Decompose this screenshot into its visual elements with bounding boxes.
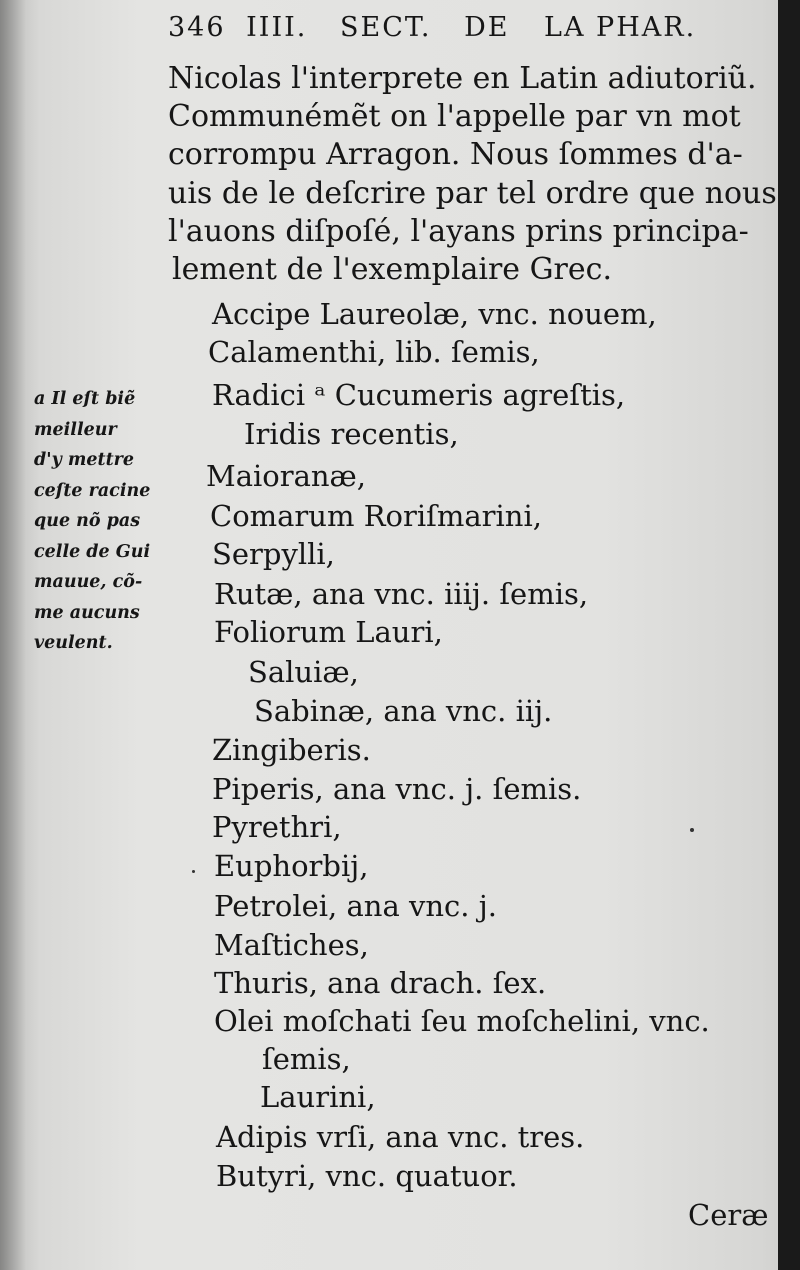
recipe-item: Serpylli, [212, 537, 335, 571]
ink-speck [690, 828, 694, 832]
paragraph-line: l'auons diſpoſé, l'ayans prins principa- [168, 213, 749, 249]
paragraph-line: Communémẽt on l'appelle par vn mot [168, 99, 741, 135]
recipe-item: Saluiæ, [248, 655, 359, 689]
margin-note-line: mauue, cõ- [34, 572, 143, 592]
recipe-item: Adipis vrſi, ana vnc. tres. [216, 1120, 585, 1154]
paragraph-line: corrompu Arragon. Nous ſommes d'a- [168, 137, 743, 173]
recipe-item: Iridis recentis, [244, 417, 459, 451]
recipe-item: Pyrethri, [212, 810, 342, 844]
paragraph-line: lement de l'exemplaire Grec. [172, 252, 612, 288]
recipe-item: Sabinæ, ana vnc. iij. [254, 694, 553, 728]
margin-note-line: me aucuns [34, 602, 140, 623]
header-sect: SECT. [339, 12, 432, 43]
margin-note-line: que nõ pas [34, 511, 141, 531]
recipe-item: Laurini, [260, 1080, 376, 1114]
recipe-item: Rutæ, ana vnc. iiij. ſemis, [214, 577, 589, 611]
recipe-item: Accipe Laureolæ, vnc. nouem, [212, 297, 657, 331]
paragraph-line: Nicolas l'interprete en Latin adiutoriũ. [168, 61, 757, 96]
intro-paragraph [168, 60, 777, 289]
margin-note-line: ceſte racine [34, 480, 151, 501]
recipe-item: Calamenthi, lib. ſemis, [208, 335, 540, 369]
recipe-item: Radici ᵃ Cucumeris agreſtis, [212, 378, 626, 412]
recipe-item: Thuris, ana drach. ſex. [214, 966, 547, 1000]
gutter-shadow [0, 0, 26, 1270]
recipe-item: Zingiberis. [212, 733, 371, 767]
margin-note [34, 384, 174, 659]
recipe-item: Butyri, vnc. quatuor. [216, 1159, 518, 1193]
margin-note-line: celle de Gui [34, 541, 151, 562]
header-de: DE [464, 12, 510, 43]
margin-note-line: meilleur [34, 419, 117, 440]
recipe-item: ſemis, [262, 1042, 351, 1076]
margin-note-line: d'y mettre [34, 450, 135, 470]
recipe-item: Euphorbij, [214, 849, 369, 883]
recipe-item: Olei moſchati ſeu moſchelini, vnc. [214, 1004, 710, 1038]
ink-speck [192, 870, 195, 873]
page-edge-shadow [778, 0, 790, 1270]
recipe-item: Maſtiches, [214, 928, 369, 962]
margin-note-line: veulent. [34, 633, 113, 653]
margin-note-line: a Il eſt biẽ [34, 389, 136, 409]
recipe-item: Maioranæ, [206, 459, 367, 493]
recipe-item: Foliorum Lauri, [214, 615, 443, 649]
catchword: Ceræ [688, 1198, 769, 1232]
paragraph-line: uis de le deſcrire par tel ordre que nous [168, 175, 777, 211]
page-number: 346 [168, 12, 226, 43]
running-header [168, 12, 748, 43]
header-section-number: IIII. [246, 12, 308, 43]
recipe-item: Petrolei, ana vnc. j. [214, 889, 497, 923]
recipe-item: Piperis, ana vnc. j. ſemis. [212, 772, 582, 806]
header-la-phar: LA PHAR. [544, 12, 697, 43]
recipe-item: Comarum Roriſmarini, [210, 499, 542, 533]
